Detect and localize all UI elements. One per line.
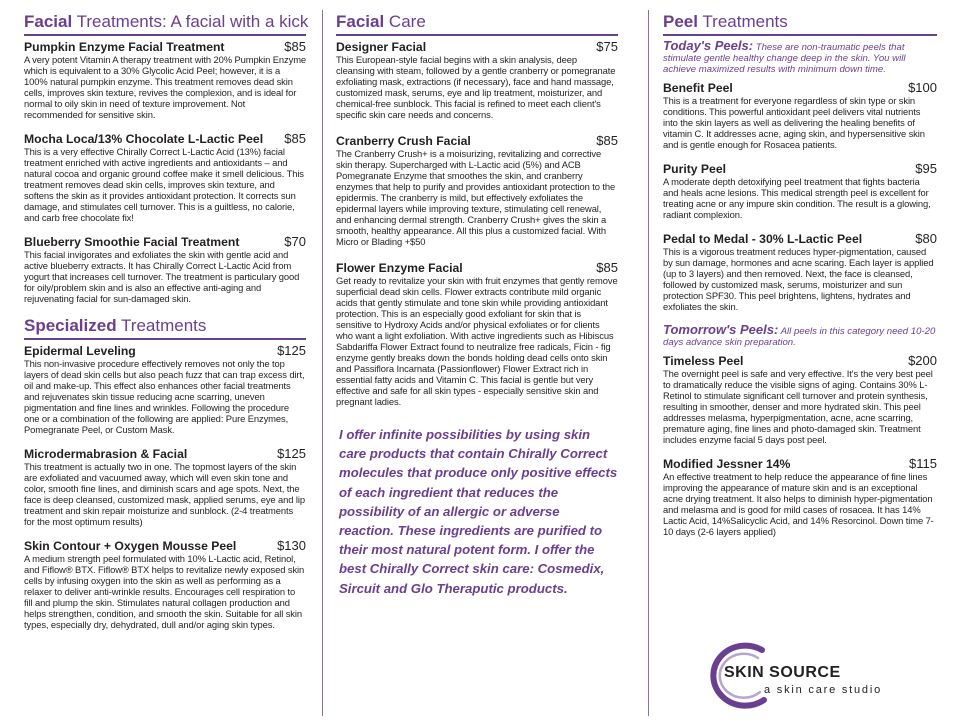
logo-tagline: a skin care studio [764,684,882,696]
item-name: Modified Jessner 14% [663,457,791,471]
item-description: This treatment is actually two in one. The topmost layers of the skin are exfoliated and vacuumed away, which will even skin tone and color, smooth fine lines, and diminish scars and age spots. Next, the face is deep cleansed, customized mask, applied serums, eye and lip treatment and skin repair moisturize and sunblock. (2-4 treatments for the most optimum results) [24,461,305,527]
item-description: A medium strength peel formulated with 10% L-Lactic acid, Retinol, and Fiflow® BTX. Fiflow® BTX helps to revitalize newly exposed skin cells by infusing oxygen into the skin as well as performing as a relaxer to deliver anti-wrinkle results. Encourages cell respiration to fill and plump the skin. Stimulates natural collagen production and helps strengthen, condition, and smooth the skin. Suitable for all skin types, especially dry, dehydrated, dull and/or aging skin types. [24,553,305,630]
menu-item [663,81,937,150]
menu-item [336,134,618,247]
column-divider [648,10,649,716]
item-price: $85 [596,260,618,275]
item-name: Designer Facial [336,40,427,54]
item-name: Cranberry Crush Facial [336,134,471,148]
item-name: Blueberry Smoothie Facial Treatment [24,235,240,249]
item-price: $85 [284,131,306,146]
item-price: $100 [908,80,937,95]
item-price: $125 [277,343,306,358]
menu-item [663,457,937,537]
section-underline [24,338,306,340]
menu-item [663,232,937,312]
item-name: Epidermal Leveling [24,344,136,358]
column-peel-treatments [663,12,937,549]
menu-item [336,40,618,120]
item-description: The overnight peel is safe and very effective. It's the very best peel to dramatically reduce the visible signs of aging. Contains 30% L-Retinol to stimulate significant cell turnover and protein synthesis, resulting in smoother, denser and more hydrated skin. This peel addresses melasma, hyperpigmentation, acne, acne scarring, premature aging, fine lines and photo-damaged skin. Treatment includes enzyme facial 5 days post peel. [663,368,933,445]
item-description: This facial invigorates and exfoliates the skin with gentle acid and active blueberry extracts. It has Chirally Correct L-Lactic Acid from yogurt that increases cell turnover. The treatment is particulary good for oily/problem skin and is also an effective anti-aging and rejuvenating facial for sun-damaged skin. [24,249,300,304]
item-description: This European-style facial begins with a skin analysis, deep cleansing with steam, followed by a gentle cranberry or pomegranate exfoliating mask, extractions (if necessary), face and hand massage, customized mask, serums, eye and lip treatment, moisturizer, and chemical-free sunblock. This facial is refined to meet each client's specific skin care needs and concerns. [336,54,616,120]
item-description: The Cranberry Crush+ is a moisurizing, revitalizing and corrective skin therapy. Supercharged with L-Lactic acid (5%) and ACB Pomegranate Enzyme that smoothes the skin, and cranberry enzymes that help to purify and provides antioxidant protection to the epidermis. The cranberry is mild, but effectively exfoliates the epidermal layers while improving texture, stimulating cell renewal, and enhancing dermal strength. Cranberry Crush+ gives the skin a smooth, healthy appearance. All this plus a customized facial. With Micro or Blading +$50 [336,148,616,247]
menu-item [24,344,306,435]
menu-item [663,354,937,445]
item-name: Pedal to Medal - 30% L-Lactic Peel [663,232,863,246]
item-name: Mocha Loca/13% Chocolate L-Lactic Peel [24,132,264,146]
item-name: Flower Enzyme Facial [336,261,463,275]
item-price: $75 [596,39,618,54]
subsection-tomorrows-peels: Tomorrow's Peels: All peels in this category need 10-20 days advance skin preparation. [663,322,936,348]
item-name: Microdermabrasion & Facial [24,447,188,461]
section-title-facial-treatments: Facial Treatments: A facial with a kick [24,12,309,31]
column-divider [322,10,323,716]
promo-statement: I offer infinite possibilities by using skin care products that contain Chirally Correct molecules that produce only positive effects of each ingredient that reduces the possibility of an allergic or adverse reaction. These ingredients are purified to their most natural potent form. I offer the best Chirally Correct skin care: Cosmedix, Sircuit and Glo Theraputic products. [339,427,618,596]
item-price: $115 [909,456,937,471]
skin-source-logo [700,642,940,712]
section-title-peel-treatments: Peel Treatments [663,12,788,31]
section-title-facial-care: Facial Care [336,12,426,31]
item-price: $70 [284,234,306,249]
menu-item [336,261,618,407]
item-description: This non-invasive procedure effectively removes not only the top layers of dead skin cells but also peach fuzz that can trap excess dirt, oil and make-up. This effect also enhances other facial treatments and rejuvenates skin tissue reducing acne scarring, uneven pigmentation and fine lines and wrinkles. Following the procedure one or a combination of the following are applied: Pure Enzymes, Pomegranate Peel, or Custom Mask. [24,358,305,435]
section-title-specialized-treatments: Specialized Treatments [24,316,207,335]
section-underline [663,34,937,36]
item-name: Benefit Peel [663,81,733,95]
item-price: $85 [284,39,306,54]
item-price: $85 [596,133,618,148]
item-description: An effective treatment to help reduce the appearance of fine lines improving the appearance of mature skin and is an exceptional acne drying treatment. It also helps to diminish hyper-pigmentation and melasma and is good for mild cases of rosacea. It has 14% Lactic Acid, 14%Salicyclic Acid, and 14% Resorcinol. Down time 7-10 days (2-6 layers applied) [663,471,934,537]
item-name: Skin Contour + Oxygen Mousse Peel [24,539,237,553]
item-price: $95 [915,161,937,176]
menu-item [24,539,306,630]
item-description: A moderate depth detoxifying peel treatment that fights bacteria and heals acne lesions. This medical strength peel is excellent for treating acne or any impure skin condition. The result is a glowing, radiant complexion. [663,176,931,220]
item-description: This is a vigorous treatment reduces hyper-pigmentation, caused by sun damage, hormones and acne scaring. Each layer is applied (up to 3 layers) and then removed. Next, the face is cleansed, followed by customized mask, serums, moisturizer and sun protection SPF30. This peel brightens, lightens, hydrates and exfoliates the skin. [663,246,934,312]
item-description: This is a very effective Chirally Correct L-Lactic Acid (13%) facial treatment enriched with active ingredients and antioxidants – and natural cocoa and organic ground coffee make it smell delicious. This treatment removes dead skin cells, improves skin texture, and softens the skin as it provides antioxidant protection. It corrects sun damage, and stimulates cell turnover. This is a guiltless, no calorie, and carb free chocolate fix! [24,146,304,223]
menu-item [24,40,306,120]
menu-item [24,132,306,223]
logo-name: SKIN SOURCE [724,664,841,681]
item-price: $125 [277,446,306,461]
item-price: $80 [915,231,937,246]
column-facial-care [336,12,618,598]
menu-item [24,235,306,304]
item-name: Purity Peel [663,162,726,176]
item-description: A very potent Vitamin A therapy treatment with 20% Pumpkin Enzyme which is equivalent to a 30% Glycolic Acid Peel; however, it is a 100% natural pumpkin enzyme. This treatment removes dead skin cells, improves skin texture, revives the complexion, and is ideal for normal to oily skin in need of texture improvement. Not recommended for sensitive skin. [24,54,307,120]
menu-item [24,447,306,527]
item-name: Timeless Peel [663,354,744,368]
section-underline [24,34,306,36]
section-underline [336,34,618,36]
column-facial-treatments [24,12,309,642]
subsection-todays-peels: Today's Peels: These are non-traumatic peels that stimulate gentle healthy change deep in the skin. You will achieve maximized results with minimum down time. [663,38,906,75]
item-description: This is a treatment for everyone regardless of skin type or skin conditions. This powerful antioxidant peel delivers vital nutrients into the skin layers as well as delivering the healing benefits of vitamin C. It addresses acne, aging skin, and hypersensitive skin and is gentle enough for Rosacea patients. [663,95,925,150]
menu-item [663,162,937,220]
item-price: $200 [908,353,937,368]
item-description: Get ready to revitalize your skin with fruit enzymes that gently remove superficial dead skin cells. Flower extracts contribute mild organic acids that gently stimulate and tone skin while providing antioxidant protection. This is an especially good exfoliant for skin that is sensitive to Hydroxy Acids and/or physical exfoliates or for clients who want a light exfoliation. With active ingredients such as Hibiscus Sabdariffa Flower Extract found to neutralize free radicals, Ficin - fig enzyme gently breaks down the bonds holding dead cells onto skin and Passiflora Incarnata (Passionflower) Flower Extract rich in essential fatty acids and Vitamin C. This facial is gentle but very effective and safe for all skin types - especially sensitive skin and pregnant ladies. [336,275,618,407]
item-price: $130 [277,538,306,553]
item-name: Pumpkin Enzyme Facial Treatment [24,40,225,54]
